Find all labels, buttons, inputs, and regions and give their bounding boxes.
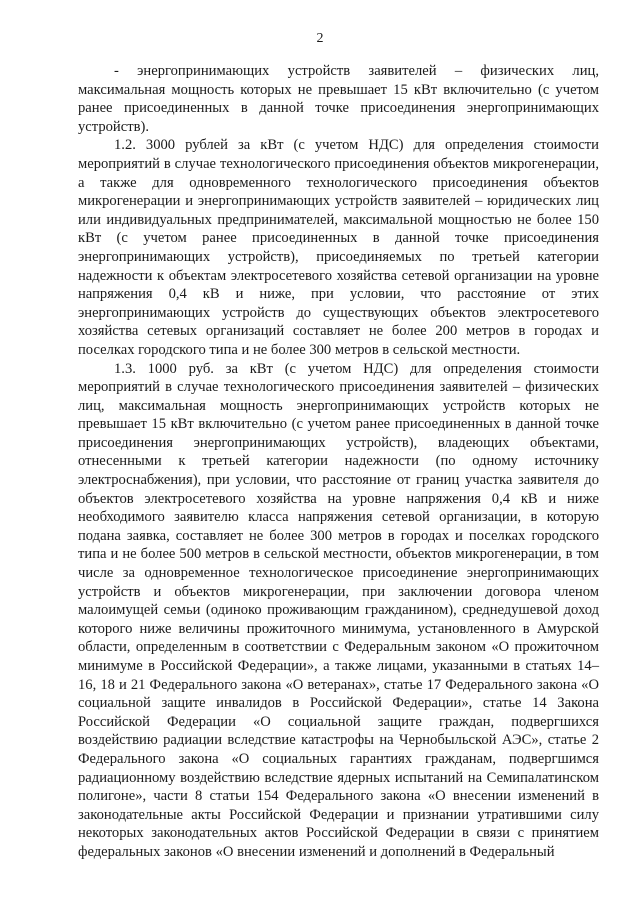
document-body: [78, 62, 599, 862]
paragraph-bullet-physical-persons: - энергопринимающих устройств заявителей – физических лиц, максимальная мощность которых не превышает 15 кВт включительно (с учетом ранее присоединенных в данной точке присоединения энергопринимающих устройств).: [78, 63, 599, 135]
page-number: 2: [316, 31, 324, 46]
paragraph-1-2: 1.2. 3000 рублей за кВт (с учетом НДС) для определения стоимости мероприятий в случае технологического присоединения объектов микрогенерации, а также для одновременного технологического присоединения объектов микрогенерации и энергопринимающих устройств заявителей – юридических лиц или индивидуальных предпринимателей, максимальной мощностью не более 150 кВт (с учетом ранее присоединенных в данной точке присоединения энергопринимающих устройств), присоединяемых по третьей категории надежности к объектам электросетевого хозяйства сетевой организации на уровне напряжения 0,4 кВ и ниже, при условии, что расстояние от этих энергопринимающих устройств до существующих объектов электросетевого хозяйства сетевых организаций составляет не более 200 метров в городах и поселках городского типа и не более 300 метров в сельской местности.: [78, 137, 599, 358]
paragraph-1-3: 1.3. 1000 руб. за кВт (с учетом НДС) для определения стоимости мероприятий в случае технологического присоединения заявителей – физических лиц, максимальная мощность энергопринимающих устройств которых не превышает 15 кВт включительно (с учетом ранее присоединенных в данной точке присоединения энергопринимающих устройств), владеющих объектами, отнесенными к третьей категории надежности (по одному источнику электроснабжения), при условии, что расстояние от границ участка заявителя до объектов электросетевого хозяйства на уровне напряжения 0,4 кВ и ниже необходимого заявителю класса напряжения сетевой организации, в которую подана заявка, составляет не более 300 метров в городах и поселках городского типа и не более 500 метров в сельской местности, объектов микрогенерации, в том числе за одновременное технологическое присоединение энергопринимающих устройств и объектов микрогенерации, при заключении договора членом малоимущей семьи (одиноко проживающим гражданином), среднедушевой доход которого ниже величины прожиточного минимума, установленного в Амурской области, определенным в соответствии с Федеральным законом «О прожиточном минимуме в Российской Федерации», а также лицами, указанными в статьях 14–16, 18 и 21 Федерального закона «О ветеранах», статье 17 Федерального закона «О социальной защите инвалидов в Российской Федерации», статье 14 Закона Российской Федерации «О социальной защите граждан, подвергшихся воздействию радиации вследствие катастрофы на Чернобыльской АЭС», статье 2 Федерального закона «О социальных гарантиях гражданам, подвергшимся радиационному воздействию вследствие ядерных испытаний на Семипалатинском полигоне», части 8 статьи 154 Федерального закона «О внесении изменений в законодательные акты Российской Федерации и признании утратившими силу некоторых законодательных актов Российской Федерации в связи с принятием федеральных законов «О внесении изменений и дополнений в Федеральный: [78, 360, 599, 860]
